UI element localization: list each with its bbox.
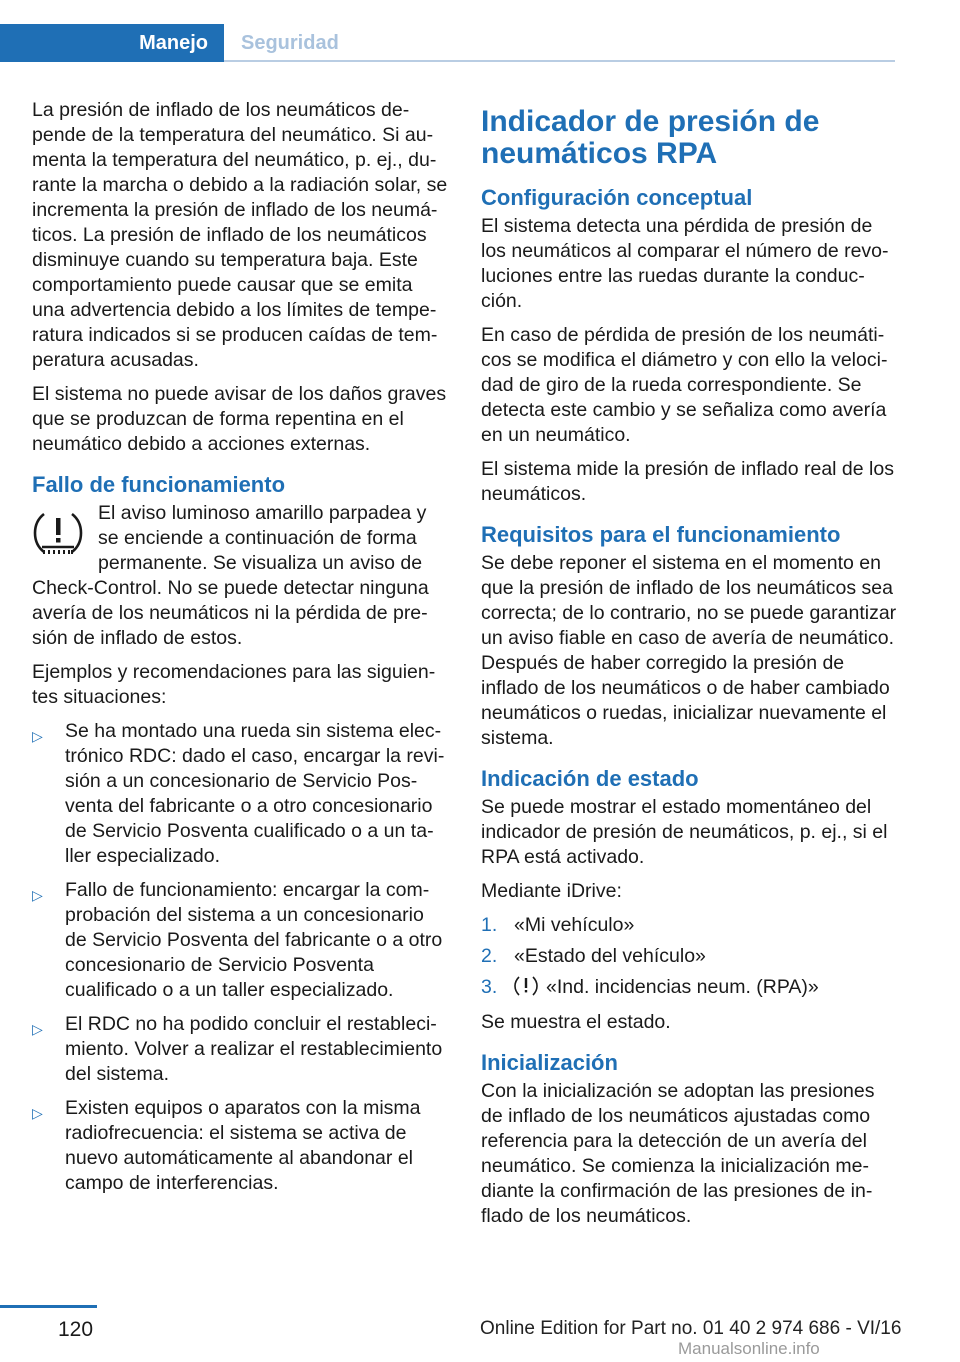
- page-number: 120: [58, 1318, 94, 1341]
- step-number: 1.: [481, 914, 498, 936]
- triangle-bullet-icon: ▷: [32, 1021, 43, 1037]
- step-text: «Estado del vehículo»: [514, 945, 706, 967]
- paragraph-pressure-temperature: La presión de inflado de los neumáticos depende de la temperatura del neumático. Si aumenta la temperatura del neumático, p. ej., durante la marcha o debido a la radiación solar, se incrementa la presión de inflado de los neumáticos. La presión de inflado de los neumáticos disminuye cuando su temperatura baja. Este comportamiento puede causar que se emita una advertencia debido a los límites de temperatura indicados si se producen caídas de temperatura acusadas.: [32, 99, 448, 371]
- list-item-text: Fallo de funcionamiento: encargar la comprobación del sistema a un concesionario de Servicio Posventa del fabricante o a otro concesionario de Servicio Posventa cualificado o a un taller especializado.: [65, 879, 443, 1001]
- edition-info: Online Edition for Part no. 01 40 2 974 686 - VI/16: [480, 1318, 902, 1339]
- tab-seguridad[interactable]: Seguridad: [241, 31, 339, 54]
- list-item: [32, 1096, 448, 1196]
- list-item: [481, 913, 897, 938]
- heading-status: Indicación de estado: [481, 766, 699, 791]
- heading-init: Inicialización: [481, 1050, 618, 1075]
- list-item: [32, 878, 448, 1003]
- right-column: [481, 98, 897, 1238]
- paragraph-config-3: El sistema mide la presión de inflado real de los neumáticos.: [481, 458, 894, 505]
- tire-pressure-warning-icon: [32, 507, 84, 559]
- step-number: 3.: [481, 976, 498, 998]
- footer-rule: [0, 1305, 97, 1308]
- tab-divider: [224, 60, 895, 62]
- triangle-bullet-icon: ▷: [32, 887, 43, 903]
- chapter-tabs: [0, 24, 895, 62]
- list-item: [32, 719, 448, 869]
- situations-list: [32, 719, 448, 1196]
- warning-block: [32, 501, 448, 651]
- step-text: «Mi vehículo»: [514, 914, 635, 936]
- idrive-steps: [481, 913, 897, 1004]
- page-title: Indicador de presión de neumáticos RPA: [481, 105, 820, 170]
- paragraph-examples: Ejemplos y recomendaciones para las siguientes situaciones:: [32, 661, 436, 708]
- tire-status-icon: [514, 975, 538, 1004]
- paragraph-shown: Se muestra el estado.: [481, 1011, 671, 1033]
- step-text: «Ind. incidencias neum. (RPA)»: [546, 976, 819, 998]
- paragraph-idrive: Mediante iDrive:: [481, 880, 622, 902]
- heading-fallo: Fallo de funcionamiento: [32, 472, 286, 497]
- triangle-bullet-icon: ▷: [32, 728, 43, 744]
- watermark: Manualsonline.info: [678, 1339, 820, 1358]
- paragraph-status: Se puede mostrar el estado momentáneo del indicador de presión de neumáticos, p. ej., si el RPA está activado.: [481, 796, 888, 868]
- list-item-text: El RDC no ha podido concluir el restablecimiento. Volver a realizar el restablecimiento del sistema.: [65, 1013, 443, 1085]
- list-item: [481, 975, 897, 1004]
- paragraph-requirements: Se debe reponer el sistema en el momento en que la presión de inflado de los neumáticos sea correcta; de lo contrario, no se puede garantizar un aviso fiable en caso de avería de neumático. Después de haber corregido la presión de inflado de los neumáticos o de haber cambiado neumáticos o ruedas, inicializar nuevamente el sistema.: [481, 552, 897, 749]
- heading-requirements: Requisitos para el funcionamiento: [481, 522, 841, 547]
- paragraph-config-2: En caso de pérdida de presión de los neumáticos se modifica el diámetro y con ello la velocidad de giro de la rueda correspondiente. Se detecta este cambio y se señaliza como avería en un neumático.: [481, 324, 888, 446]
- paragraph-damage-notice: El sistema no puede avisar de los daños graves que se produzcan de forma repentina en el neumático debido a acciones externas.: [32, 383, 447, 455]
- left-column: [32, 98, 448, 1205]
- list-item: [32, 1012, 448, 1087]
- heading-config: Configuración conceptual: [481, 185, 753, 210]
- warning-text: El aviso luminoso amarillo parpadea y se enciende a continuación de forma permanente. Se visualiza un aviso de Check-Control. No se puede detectar ninguna avería de los neumáticos ni la pérdida de presión de inflado de estos.: [32, 502, 429, 649]
- list-item-text: Existen equipos o aparatos con la misma radiofrecuencia: el sistema se activa de nuevo automáticamente al abandonar el campo de interferencias.: [65, 1097, 421, 1194]
- list-item: [481, 944, 897, 969]
- triangle-bullet-icon: ▷: [32, 1105, 43, 1121]
- step-number: 2.: [481, 945, 498, 967]
- list-item-text: Se ha montado una rueda sin sistema electrónico RDC: dado el caso, encargar la revisión a un concesionario de Servicio Posventa del fabricante o a otro concesionario de Servicio Posventa cualificado o a un taller especializado.: [65, 720, 445, 867]
- paragraph-init: Con la inicialización se adoptan las presiones de inflado de los neumáticos ajustadas como referencia para la detección de un avería del neumático. Se comienza la inicialización mediante la confirmación de las presiones de inflado de los neumáticos.: [481, 1080, 875, 1227]
- paragraph-config-1: El sistema detecta una pérdida de presión de los neumáticos al comparar el número de revoluciones entre las ruedas durante la conducción.: [481, 215, 889, 312]
- tab-manejo[interactable]: Manejo: [0, 24, 224, 62]
